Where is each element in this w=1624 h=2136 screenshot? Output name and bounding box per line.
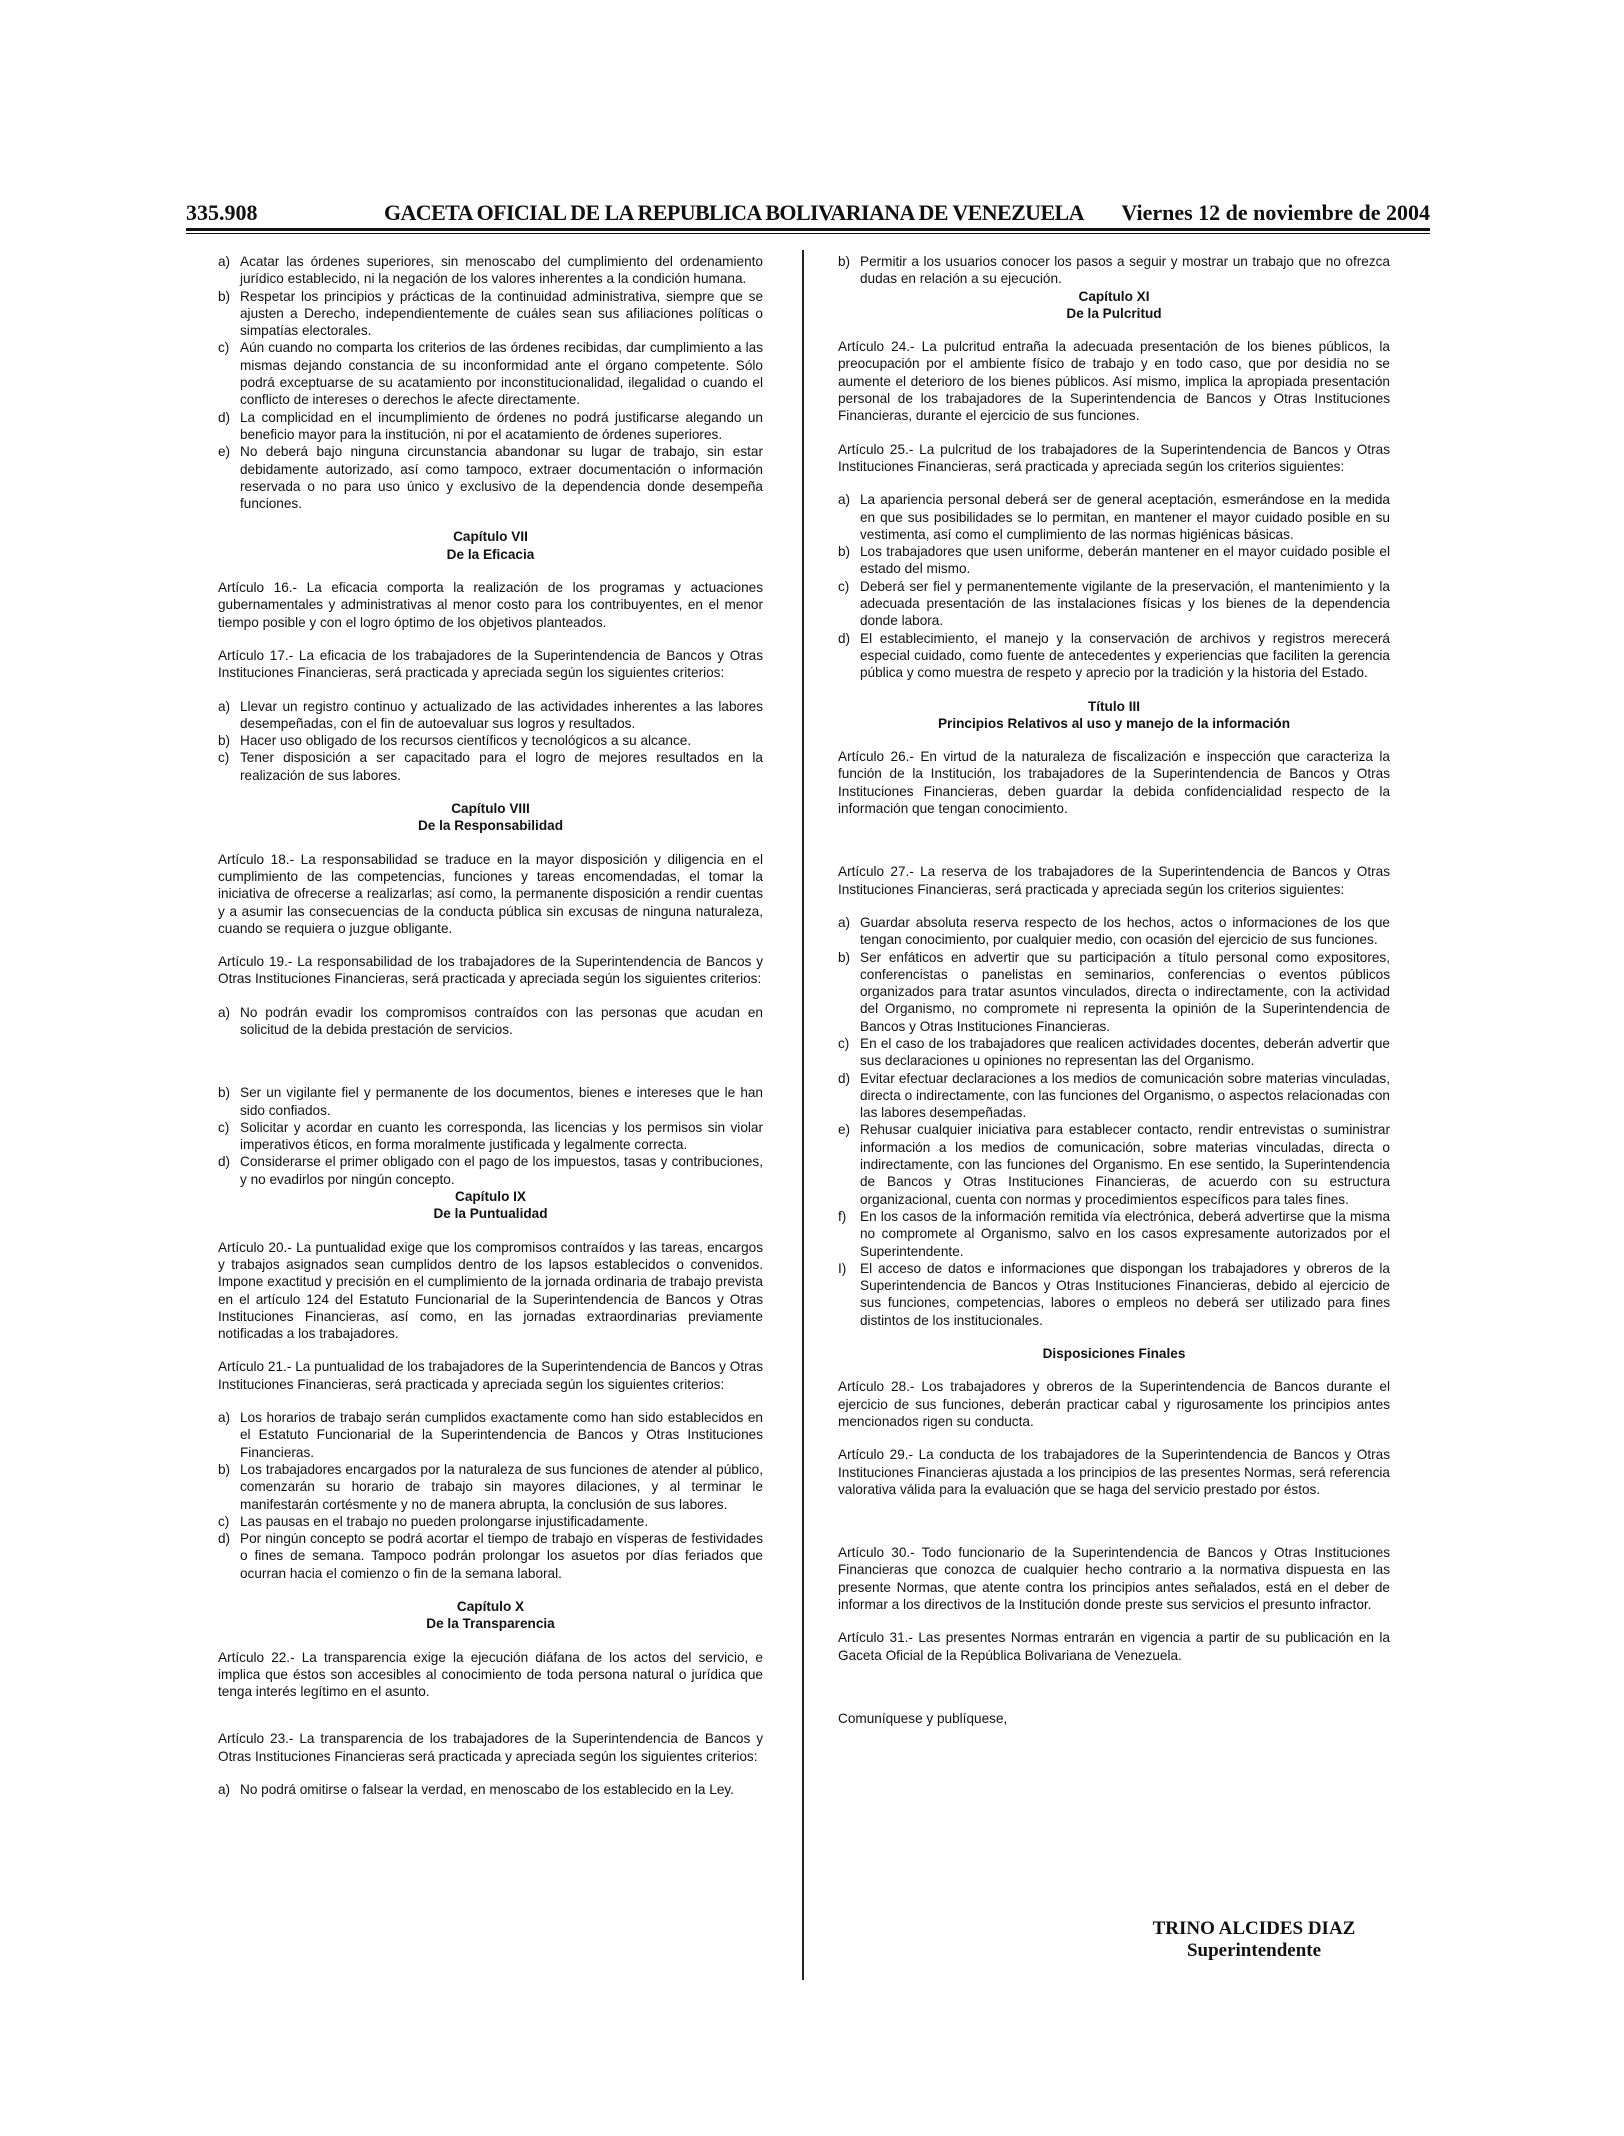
item-text: Los horarios de trabajo serán cumplidos exactamente como han sido establecidos en el Estatuto Funcionarial de la Superintendencia de Bancos y Otras Instituciones Financieras. [240, 1410, 763, 1460]
list-item [838, 543, 1390, 578]
title-number: Título III [1087, 698, 1141, 714]
chapter-title: De la Eficacia [446, 546, 535, 562]
article-18: Artículo 18.- La responsabilidad se traduce en la mayor disposición y diligencia en el cumplimiento de las competencias, funciones y tareas encomendadas, el tomar la iniciativa de ofrecerse a realizarlas; así como, la permanente disposición a rendir cuentas y a asumir las consecuencias de la conducta pública sin excusas de ninguna naturaleza, cuando se requiera o juzgue obligante. [218, 851, 763, 936]
chapter-10-heading [218, 1598, 763, 1633]
item-text: Por ningún concepto se podrá acortar el tiempo de trabajo en vísperas de festividades o fines de semana. Tampoco podrán prolongar los asuetos por días feriados que ocurran hacia el comienzo o fin de la semana laboral. [240, 1531, 763, 1581]
chapter-number: Capítulo IX [455, 1189, 526, 1205]
closing-formula: Comuníquese y publíquese, [838, 1710, 1008, 1726]
list-item [218, 1084, 763, 1119]
item-text: Permitir a los usuarios conocer los pasos a seguir y mostrar un trabajo que no ofrezca dudas en relación a su ejecución. [860, 254, 1390, 287]
item-letter: d) [838, 1070, 851, 1086]
item-letter: d) [838, 630, 851, 646]
chapter-9-heading [218, 1188, 763, 1223]
list-21 [218, 1409, 763, 1582]
item-text: El establecimiento, el manejo y la conservación de archivos y registros merecerá especial cuidado, como fuente de antecedentes y experiencias que faciliten la gerencia pública y como muestra de respeto y aprecio por la tradición y la historia del Estado. [860, 630, 1390, 681]
article-17: Artículo 17.- La eficacia de los trabajadores de la Superintendencia de Bancos y Otras Instituciones Financieras, será practicada y apreciada según los siguientes criterios: [218, 647, 763, 681]
chapter-title: De la Transparencia [426, 1616, 555, 1632]
item-letter: b) [218, 733, 231, 749]
item-text: Los trabajadores encargados por la naturaleza de sus funciones de atender al público, comenzarán su horario de trabajo sin mayores dilaciones, y al terminar le manifestarán cortésmente y no de manera abrupta, la conclusión de sus labores. [240, 1461, 763, 1512]
item-text: Los trabajadores que usen uniforme, deberán mantener en el mayor cuidado posible el estado del mismo. [860, 544, 1390, 577]
list-item [838, 1121, 1390, 1207]
list-27 [838, 914, 1390, 1329]
item-text: Respetar los principios y prácticas de la continuidad administrativa, siempre que se ajusten a Derecho, independientemente de cuáles sean sus afiliaciones políticas o simpatías electorales. [240, 288, 763, 339]
item-text: Solicitar y acordar en cuanto les corresponda, las licencias y los permisos sin violar imperativos éticos, en forma moralmente justificada y legalmente correcta. [240, 1119, 763, 1153]
item-text: Ser enfáticos en advertir que su participación a título personal como expositores, conferencistas o panelistas en seminarios, conferencias o eventos públicos organizados para tratar asuntos vinculados, directa o indirectamente, con la actividad del Organismo, no compromete ni representa la opinión de la Superintendencia de Bancos y Otras Instituciones Financieras. [860, 949, 1390, 1034]
signatory-role: Superintendente [1186, 1940, 1322, 1961]
article-25: Artículo 25.- La pulcritud de los trabajadores de la Superintendencia de Bancos y Otras Instituciones Financieras, será practicada y apreciada según los criterios siguientes: [838, 441, 1390, 474]
list-item [838, 1208, 1390, 1260]
item-letter: I) [838, 1260, 847, 1276]
item-letter: a) [218, 254, 231, 269]
item-text: Acatar las órdenes superiores, sin menoscabo del cumplimiento del ordenamiento jurídico establecido, ni la negación de los valores inherentes a la condición humana. [240, 254, 763, 287]
title-3-heading [838, 698, 1390, 733]
item-letter: a) [218, 1004, 231, 1020]
signatory-name: TRINO ALCIDES DIAZ [1152, 1918, 1356, 1939]
item-text: Guardar absoluta reserva respecto de los hechos, actos o informaciones de los que tengan conocimiento, por cualquier medio, con ocasión del ejercicio de sus funciones. [860, 914, 1390, 948]
item-text: Llevar un registro continuo y actualizado de las actividades inherentes a las labores desempeñadas, con el fin de autoevaluar sus logros y resultados. [240, 698, 763, 731]
column-divider [802, 250, 804, 1980]
section-title: Disposiciones Finales [1042, 1346, 1186, 1362]
list-item [218, 1119, 763, 1154]
item-text: Aún cuando no comparta los criterios de las órdenes recibidas, dar cumplimiento a las mismas dejando constancia de su inconformidad ante el órgano competente. Sólo podrá exceptuarse de su acatamiento por inconstitucionalidad, ilegalidad o cuando el conflicto de intereses o derechos le afecte directamente. [240, 340, 763, 408]
chapter-title: De la Puntualidad [433, 1206, 548, 1222]
list-item [838, 1260, 1390, 1329]
chapter-7-heading [218, 528, 763, 563]
list-19a [218, 1004, 763, 1039]
list-item [218, 1153, 763, 1188]
list-item [218, 339, 763, 408]
gazette-header [186, 200, 1430, 226]
list-item [218, 443, 763, 512]
item-letter: c) [218, 1119, 230, 1135]
item-letter: b) [838, 949, 851, 965]
article-22: Artículo 22.- La transparencia exige la ejecución diáfana de los actos del servicio, e implica que éstos son accesibles al conocimiento de toda persona natural o jurídica que tenga interés legítimo en el asunto. [218, 1649, 763, 1700]
list-item [218, 732, 763, 749]
left-column [218, 253, 763, 1814]
item-text: La apariencia personal deberá ser de general aceptación, esmerándose en la medida en que sus posibilidades se lo permitan, en mantener el mayor cuidado posible en su vestimenta, así como el cumplimiento de las normas higiénicas básicas. [860, 492, 1390, 542]
header-rule [186, 228, 1430, 231]
item-text: No podrán evadir los compromisos contraídos con las personas que acudan en solicitud de la debida prestación de servicios. [240, 1004, 763, 1037]
list-item [838, 949, 1390, 1035]
article-24: Artículo 24.- La pulcritud entraña la adecuada presentación de los bienes públicos, la preocupación por el ambiente físico de trabajo y en todo caso, que por desidia no se aumente el deterioro de los bienes públicos. Así mismo, implica la apropiada presentación personal de los trabajadores de la Superintendencia de Bancos y Otras Instituciones Financieras, durante el ejercicio de sus funciones. [838, 339, 1390, 424]
item-letter: b) [838, 544, 851, 560]
article-16: Artículo 16.- La eficacia comporta la realización de los programas y actuaciones gubernamentales y administrativas al menor costo para los contribuyentes, en el menor tiempo posible y con el logro óptimo de los objetivos planteados. [218, 580, 763, 630]
item-letter: e) [838, 1122, 851, 1138]
item-text: En los casos de la información remitida vía electrónica, deberá advertirse que la misma no compromete al Organismo, salvo en los casos expresamente autorizados por el Superintendente. [860, 1208, 1390, 1259]
article-28: Artículo 28.- Los trabajadores y obreros de la Superintendencia de Bancos durante el ejercicio de sus funciones, deberán practicar cabal y rigurosamente los principios antes mencionados rigen su conducta. [838, 1379, 1390, 1429]
list-item [218, 288, 763, 340]
item-text: Evitar efectuar declaraciones a los medios de comunicación sobre materias vinculadas, directa o indirectamente, con las funciones del Organismo, o aspectos relacionadas con las labores desempeñadas. [860, 1070, 1390, 1121]
final-provisions-heading [838, 1345, 1390, 1362]
item-letter: c) [218, 340, 230, 356]
article-26: Artículo 26.- En virtud de la naturaleza de fiscalización e inspección que caracteriza la función de la Institución, los trabajadores de la Superintendencia de Bancos y Otras Instituciones Financieras, deben guardar la debida confidencialidad respecto de la información que tengan conocimiento. [838, 749, 1390, 817]
signature-block [1134, 1918, 1374, 1962]
article-30: Artículo 30.- Todo funcionario de la Superintendencia de Bancos y Otras Instituciones Financieras que conozca de cualquier hecho contrario a la normativa dispuesta en las presente Normas, que atente contra los principios antes señalados, está en el deber de informar a los directivos de la Institución donde preste sus servicios el presunto infractor. [838, 1545, 1390, 1612]
item-letter: d) [218, 1531, 231, 1547]
item-text: El acceso de datos e informaciones que dispongan los trabajadores y obreros de la Superintendencia de Bancos y Otras Instituciones Financieras, debido al ejercicio de sus funciones, competencias, labores o empleos no deberá ser utilizado para fines distintos de los institucionales. [860, 1260, 1390, 1328]
item-text: Hacer uso obligado de los recursos científicos y tecnológicos a su alcance. [240, 733, 692, 749]
list-17 [218, 698, 763, 784]
chapter-8-heading [218, 800, 763, 835]
item-text: Tener disposición a ser capacitado para el logro de mejores resultados en la realización de sus labores. [240, 750, 763, 783]
list-item [218, 1461, 763, 1513]
list-item [218, 1004, 763, 1039]
list-item [218, 698, 763, 733]
item-text: Considerarse el primer obligado con el pago de los impuestos, tasas y contribuciones, y no evadirlos por ningún concepto. [240, 1154, 763, 1187]
item-text: Ser un vigilante fiel y permanente de los documentos, bienes e intereses que le han sido confiados. [240, 1085, 763, 1118]
list-23 [218, 1781, 763, 1798]
chapter-number: Capítulo X [456, 1599, 525, 1614]
chapter-number: Capítulo VIII [451, 801, 530, 817]
gazette-title: GACETA OFICIAL DE LA REPUBLICA BOLIVARIANA DE VENEZUELA [384, 200, 1084, 225]
item-letter: b) [218, 288, 231, 304]
item-text: La complicidad en el incumplimiento de órdenes no podrá justificarse alegando un beneficio mayor para la institución, ni por el acatamiento de órdenes superiores. [240, 409, 763, 442]
item-letter: a) [218, 698, 231, 714]
item-text: Las pausas en el trabajo no pueden prolongarse injustificadamente. [240, 1513, 649, 1529]
list-item [218, 1781, 763, 1798]
article-23: Artículo 23.- La transparencia de los trabajadores de la Superintendencia de Bancos y Otras Instituciones Financieras será practicada y apreciada según los siguientes criterios: [218, 1731, 763, 1764]
list-item [838, 578, 1390, 630]
item-letter: c) [218, 750, 230, 766]
item-text: Deberá ser fiel y permanentemente vigilante de la preservación, el mantenimiento y la adecuada presentación de las instalaciones físicas y los bienes de la dependencia donde labora. [860, 578, 1390, 629]
item-letter: a) [838, 914, 851, 930]
list-item [838, 914, 1390, 949]
list-item [218, 253, 763, 288]
list-item [838, 630, 1390, 682]
chapter-number: Capítulo XI [1078, 288, 1150, 304]
item-letter: c) [838, 578, 850, 594]
list-item [218, 1513, 763, 1530]
list-23b [838, 253, 1390, 288]
item-letter: d) [218, 409, 231, 425]
issue-date: Viernes 12 de noviembre de 2004 [1121, 200, 1430, 225]
item-letter: c) [838, 1035, 850, 1051]
list-item [218, 409, 763, 444]
list-19b [218, 1084, 763, 1188]
item-letter: d) [218, 1154, 231, 1170]
item-text: En el caso de los trabajadores que realicen actividades docentes, deberán advertir que sus declaraciones u opiniones no representan las del Organismo. [860, 1035, 1390, 1069]
list-item [218, 749, 763, 784]
list-item [218, 1409, 763, 1461]
list-25 [838, 491, 1390, 681]
item-letter: b) [838, 254, 851, 269]
article-21: Artículo 21.- La puntualidad de los trabajadores de la Superintendencia de Bancos y Otras Instituciones Financieras, será practicada y apreciada según los siguientes criterios: [218, 1359, 763, 1392]
item-letter: f) [838, 1208, 847, 1224]
title-name: Principios Relativos al uso y manejo de la información [937, 715, 1291, 731]
chapter-number: Capítulo VII [453, 529, 528, 545]
item-text: No podrá omitirse o falsear la verdad, en menoscabo de los establecido en la Ley. [240, 1782, 734, 1798]
item-letter: b) [218, 1461, 231, 1477]
list-top [218, 253, 763, 512]
item-letter: c) [218, 1513, 230, 1529]
item-letter: a) [218, 1782, 231, 1798]
article-27: Artículo 27.- La reserva de los trabajadores de la Superintendencia de Bancos y Otras Instituciones Financieras, será practicada y apreciada según los criterios siguientes: [838, 864, 1390, 897]
item-letter: a) [838, 492, 851, 508]
item-text: Rehusar cualquier iniciativa para establecer contacto, rendir entrevistas o suministrar información a los medios de comunicación, sobre materias vinculadas, directa o indirectamente, con las funciones del Organismo. En ese sentido, la Superintendencia de Bancos y Otras Instituciones Financieras, de acuerdo con su estructura organizacional, cuenta con normas y procedimientos específicos para tales fines. [860, 1122, 1390, 1207]
item-letter: b) [218, 1085, 231, 1101]
chapter-title: De la Responsabilidad [417, 818, 564, 834]
header-rule-thin [186, 233, 1430, 234]
list-item [838, 253, 1390, 288]
list-item [838, 1070, 1390, 1122]
chapter-title: De la Pulcritud [1066, 305, 1162, 321]
article-29: Artículo 29.- La conducta de los trabajadores de la Superintendencia de Bancos y Otras Instituciones Financieras ajustada a los principios de las presentes Normas, será referencia valorativa válida para la evaluación que se haga del servicio prestado por éstos. [838, 1447, 1390, 1497]
list-item [218, 1530, 763, 1582]
right-column [838, 253, 1390, 1743]
page-number: 335.908 [186, 200, 258, 225]
list-item [838, 491, 1390, 543]
article-31: Artículo 31.- Las presentes Normas entrarán en vigencia a partir de su publicación en la Gaceta Oficial de la República Bolivariana de Venezuela. [838, 1630, 1390, 1663]
chapter-11-heading [838, 288, 1390, 323]
item-letter: a) [218, 1410, 231, 1426]
list-item [838, 1035, 1390, 1070]
item-text: No deberá bajo ninguna circunstancia abandonar su lugar de trabajo, sin estar debidamente autorizado, así como tampoco, extraer documentación o información reservada o no para uso único y exclusivo de la dependencia donde desempeña funciones. [240, 444, 763, 512]
item-letter: e) [218, 444, 231, 460]
article-19: Artículo 19.- La responsabilidad de los trabajadores de la Superintendencia de Bancos y Otras Instituciones Financieras, será practicada y apreciada según los siguientes criterios: [218, 954, 763, 987]
article-20: Artículo 20.- La puntualidad exige que los compromisos contraídos y las tareas, encargos y trabajos asignados sean cumplidos dentro de los lapsos establecidos o convenidos. Impone exactitud y precisión en el cumplimiento de la jornada ordinaria de trabajo prevista en el artículo 124 del Estatuto Funcionarial de la Superintendencia de Bancos y Otras Instituciones Financieras, así como, en las jornadas extraordinarias previamente notificadas a los trabajadores. [218, 1239, 763, 1342]
